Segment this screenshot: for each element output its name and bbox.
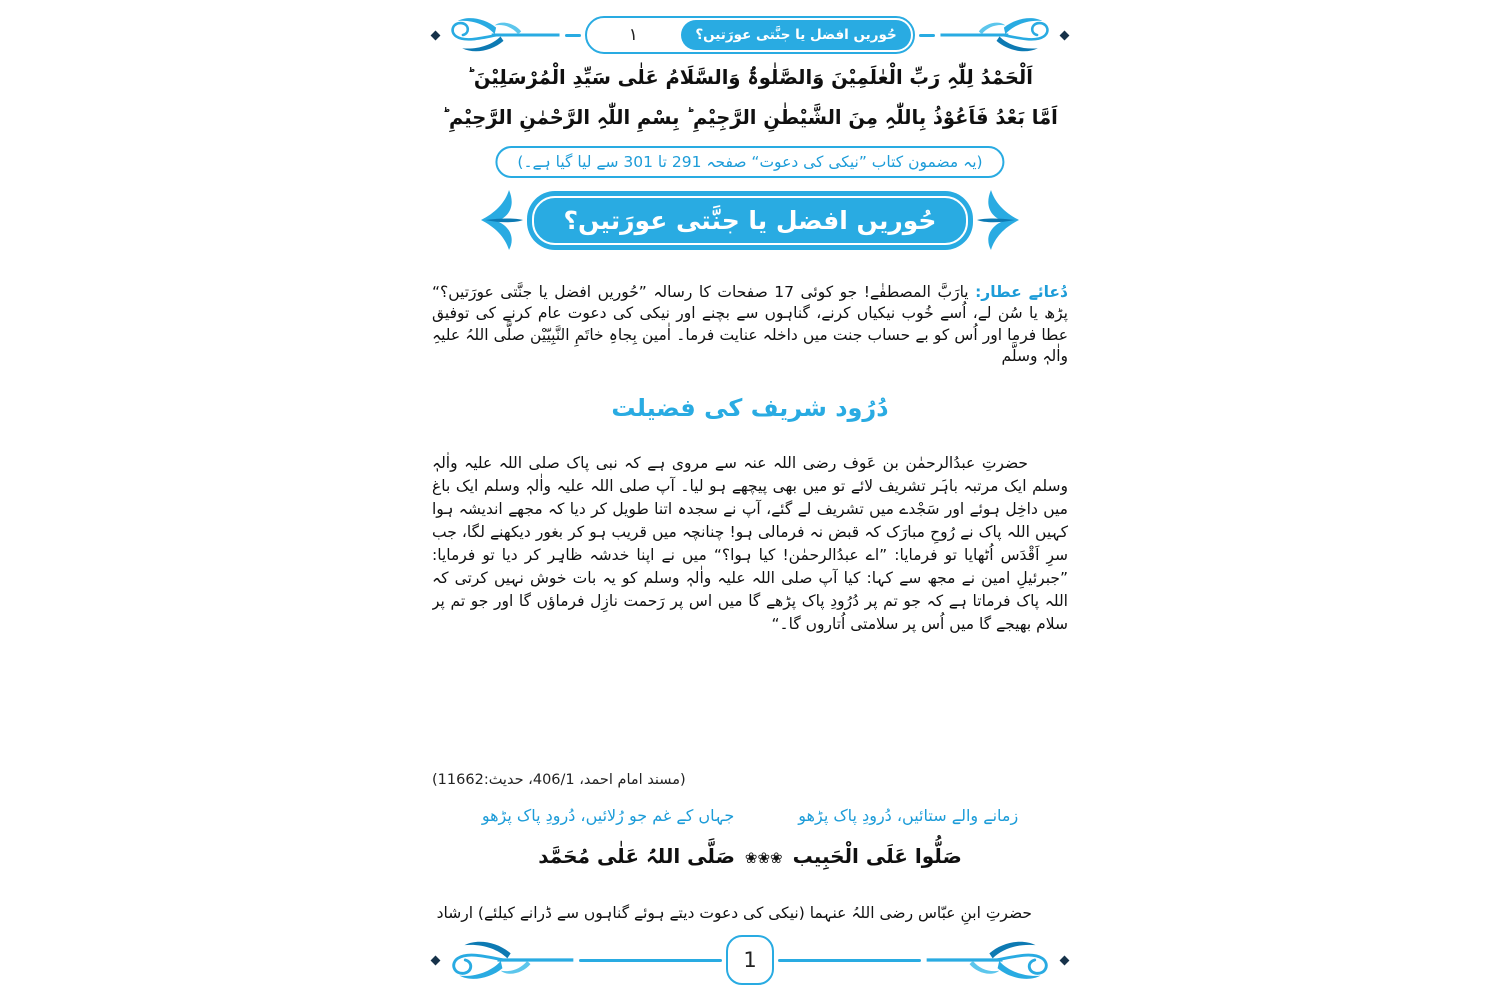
footer-rule — [579, 959, 722, 962]
section-heading: دُرُود شریف کی فضیلت — [611, 394, 889, 422]
header-rule — [919, 34, 935, 37]
salawat-response: صَلَّی اللہُ عَلٰی مُحَمَّد — [538, 844, 735, 868]
title-banner-row — [432, 188, 1068, 252]
edge-mark-icon — [1060, 30, 1070, 40]
chapter-title: حُوریں افضل یا جنَّتی عورَتیں؟ — [532, 196, 969, 245]
taawwuz-basmala-line: اَمَّا بَعْدُ فَاَعُوْذُ بِاللّٰہِ مِنَ الشَّیْطٰنِ الرَّجِیْمِ ؕ بِسْمِ اللّٰہِ الرَّحْمٰنِ الرَّحِیْمِ ؕ — [442, 106, 1058, 129]
footer-ornament-band — [432, 934, 1068, 986]
running-head-title: حُوریں افضل یا جنَّتی عورَتیں؟ — [681, 20, 910, 50]
footer-page-number: 1 — [726, 935, 774, 985]
source-note-box: (یہ مضمون کتاب ”نیکی کی دعوت“ صفحہ 291 تا 301 سے لیا گیا ہے۔) — [495, 146, 1004, 178]
footer-rule — [778, 959, 921, 962]
header-rule — [565, 34, 581, 37]
edge-mark-icon — [431, 955, 441, 965]
couplet-row — [432, 806, 1068, 825]
edge-mark-icon — [431, 30, 441, 40]
hamd-line: اَلْحَمْدُ لِلّٰہِ رَبِّ الْعٰلَمِیْنَ وَالصَّلٰوۃُ وَالسَّلَامُ عَلٰی سَیِّدِ الْمُرْسَلِیْنَ ؕ — [467, 66, 1033, 89]
page-number-arabic: ١ — [628, 25, 638, 45]
title-banner — [527, 191, 974, 250]
edge-mark-icon — [1060, 955, 1070, 965]
header-flourish-left-icon — [443, 13, 561, 57]
hadith-reference: (مسند امام احمد، 406/1، حدیث:11662) — [432, 772, 686, 788]
running-head-capsule — [585, 16, 914, 54]
footer-flourish-right-icon — [925, 935, 1057, 985]
salawat-call: صَلُّوا عَلَی الْحَبِیب — [792, 844, 962, 868]
couplet-hemistich-2: جہاں کے غم جو رُلائیں، دُرودِ پاک پڑھو — [481, 806, 735, 825]
footer-flourish-left-icon — [443, 935, 575, 985]
header-ornament-band — [432, 12, 1068, 58]
dua-text: یارَبَّ المصطفٰے! جو کوئی 17 صفحات کا رسالہ ”حُوریں افضل یا جنَّتی عورَتیں؟“ پڑھ یا سُن لے، اُسے خُوب نیکیاں کرنے، گناہوں سے بچنے اور نیکی کی دعوت عام کرنے کی توفیق عطا فرما اور اُس کو بے حساب جنت میں داخلہ عنایت فرما۔ اٰمین بِجاہِ خاتَمِ النَّبِیّیْن صلَّی اللہُ علیہِ واٰلہٖ وسلَّم — [432, 282, 1068, 365]
flower-divider-icon: ❀❀❀ — [744, 849, 783, 867]
couplet-hemistich-1: زمانے والے ستائیں، دُرودِ پاک پڑھو — [798, 806, 1019, 825]
salawat-line — [432, 844, 1068, 868]
banner-leaf-left-icon — [473, 188, 525, 252]
header-flourish-right-icon — [939, 13, 1057, 57]
closing-paragraph: حضرتِ ابنِ عبّاس رضی اللہُ عنہما (نیکی کی دعوت دیتے ہوئے گناہوں سے ڈرانے کیلئے) ارشاد — [436, 903, 1032, 922]
banner-leaf-right-icon — [975, 188, 1027, 252]
hadith-body-paragraph: حضرتِ عبدُالرحمٰن بن عَوف رضی اللہ عنہ سے مروی ہے کہ نبی پاک صلی اللہ علیہ واٰلہٖ وسلم ایک مرتبہ باہَر تشریف لائے تو میں بھی پیچھے ہو لیا۔ آپ صلی اللہ علیہ واٰلہٖ وسلم ایک باغ میں داخِل ہوئے اور سَجْدے میں تشریف لے گئے، آپ نے سجدہ اتنا طویل کر دیا کہ مجھے اندیشہ ہوا کہیں اللہ پاک نے رُوحِ مبارَک کہ قبض نہ فرمالی ہو! چنانچہ میں قریب ہو کر بغور دیکھنے لگا، جب سرِ اَقْدَس اُٹھایا تو فرمایا: ”اے عبدُالرحمٰن! کیا ہوا؟“ میں نے اپنا خدشہ ظاہِر کر دیا تو فرمایا: ”جبرئیلِ امین نے مجھ سے کہا: کیا آپ صلی اللہ علیہ واٰلہٖ وسلم کو یہ بات خوش نہیں کرتی کہ اللہ پاک فرماتا ہے کہ جو تم پر دُرُودِ پاک پڑھے گا میں اس پر رَحمت نازِل فرماؤں گا اور جو تم پر سلام بھیجے گا میں اُس پر سلامتی اُتاروں گا۔“ — [432, 453, 1068, 633]
arabic-opening — [432, 58, 1068, 138]
dua-label: دُعائے عطار: — [975, 282, 1068, 301]
dua-e-attar-paragraph — [432, 282, 1068, 410]
